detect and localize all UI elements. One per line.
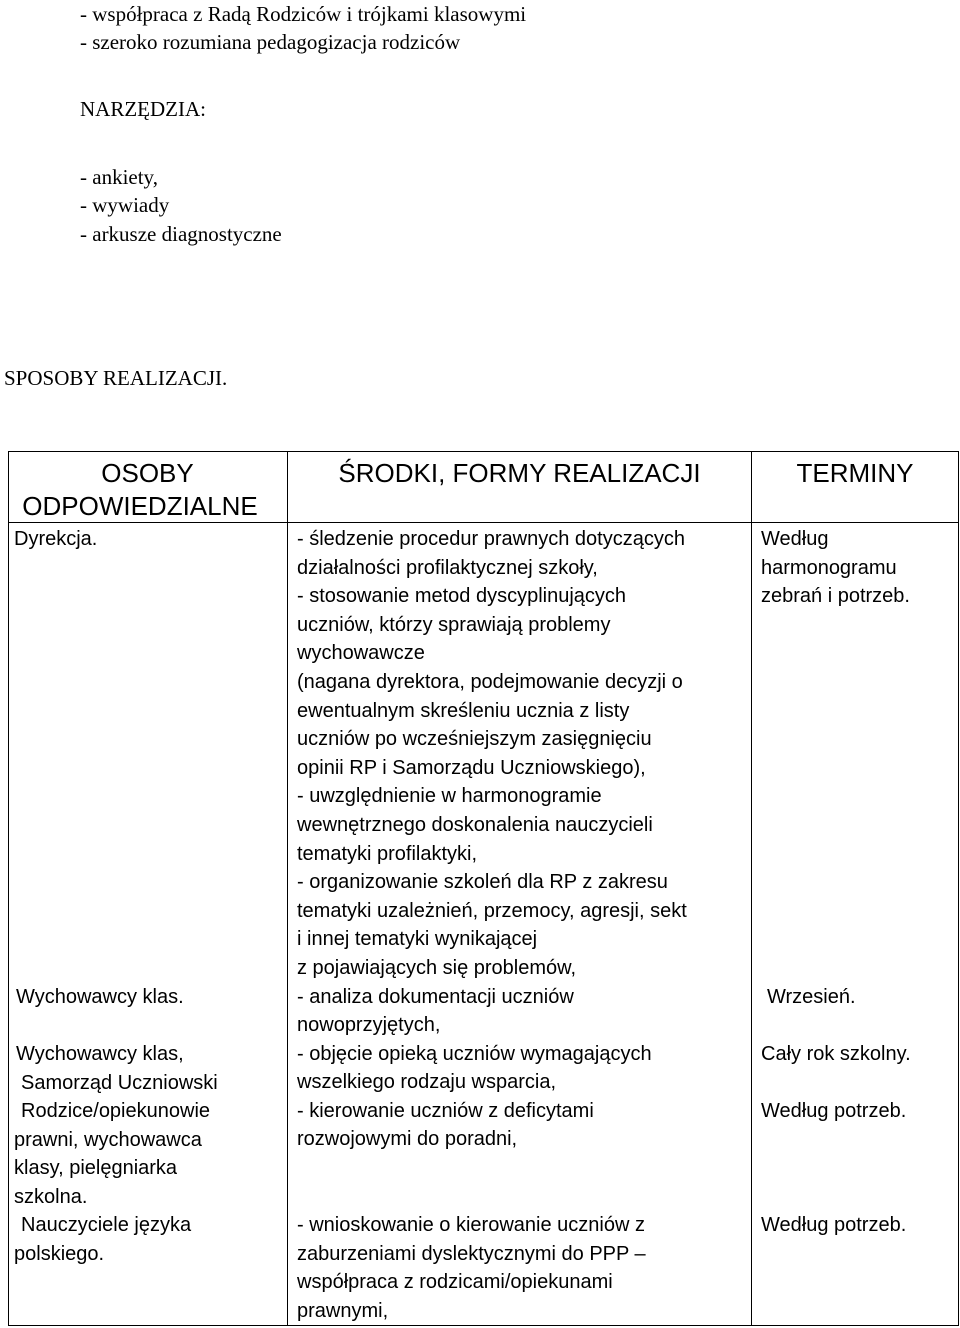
term-cell: zebrań i potrzeb. bbox=[761, 585, 910, 607]
term-cell: Według potrzeb. bbox=[761, 1214, 907, 1236]
means-line: - kierowanie uczniów z deficytami bbox=[297, 1099, 594, 1122]
person-cell: Dyrekcja. bbox=[14, 528, 98, 550]
term-cell: Według bbox=[761, 528, 829, 550]
tools-item: - wywiady bbox=[80, 193, 170, 217]
means-line: - śledzenie procedur prawnych dotyczących bbox=[297, 528, 685, 550]
table-border-left bbox=[8, 451, 9, 1326]
table-divider-2 bbox=[751, 451, 752, 1326]
term-cell: Wrzesień. bbox=[767, 986, 856, 1008]
means-line: współpraca z rodzicami/opiekunami bbox=[297, 1271, 613, 1294]
means-line: - uwzględnienie w harmonogramie bbox=[297, 785, 602, 808]
means-line: z pojawiających się problemów, bbox=[297, 956, 577, 979]
means-line: tematyki profilaktyki, bbox=[297, 842, 478, 865]
term-cell: Według potrzeb. bbox=[761, 1100, 907, 1122]
means-line: uczniów, którzy sprawiają problemy bbox=[297, 613, 611, 636]
means-line: - objęcie opieką uczniów wymagających bbox=[297, 1042, 652, 1065]
tools-item: - ankiety, bbox=[80, 165, 158, 189]
means-line: nowoprzyjętych, bbox=[297, 1014, 441, 1037]
means-line: - analiza dokumentacji uczniów bbox=[297, 985, 574, 1008]
person-cell: szkolna. bbox=[14, 1186, 88, 1208]
term-cell: harmonogramu bbox=[761, 557, 897, 579]
means-line: rozwojowymi do poradni, bbox=[297, 1128, 518, 1151]
means-line: uczniów po wcześniejszym zasięgnięciu bbox=[297, 728, 652, 751]
tools-item: - arkusze diagnostyczne bbox=[80, 222, 282, 246]
person-cell: Wychowawcy klas, bbox=[16, 1043, 184, 1065]
table-border-right bbox=[958, 451, 959, 1326]
intro-line-1: - współpraca z Radą Rodziców i trójkami klasowymi bbox=[80, 2, 527, 26]
header-persons-line1: OSOBY bbox=[101, 458, 194, 488]
means-line: wychowawcze bbox=[297, 642, 425, 665]
means-line: wewnętrznego doskonalenia nauczycieli bbox=[297, 813, 653, 836]
person-cell: klasy, pielęgniarka bbox=[14, 1157, 178, 1179]
means-line: - wnioskowanie o kierowanie uczniów z bbox=[297, 1214, 645, 1236]
means-line: ewentualnym skreśleniu ucznia z listy bbox=[297, 699, 630, 722]
means-line: (nagana dyrektora, podejmowanie decyzji o bbox=[297, 670, 683, 693]
means-line: prawnymi, bbox=[297, 1299, 389, 1322]
person-cell: Nauczyciele języka bbox=[21, 1214, 192, 1236]
intro-line-2: - szeroko rozumiana pedagogizacja rodziców bbox=[80, 30, 461, 54]
table-border-top bbox=[8, 451, 959, 452]
person-cell: Wychowawcy klas. bbox=[16, 986, 184, 1008]
means-block-last bbox=[297, 1211, 646, 1325]
means-line: działalności profilaktycznej szkoły, bbox=[297, 556, 598, 579]
term-cell: Cały rok szkolny. bbox=[761, 1043, 911, 1065]
means-line: opinii RP i Samorządu Uczniowskiego), bbox=[297, 756, 646, 779]
header-terms: TERMINY bbox=[796, 458, 914, 488]
means-block bbox=[297, 525, 687, 1154]
person-cell: Samorząd Uczniowski bbox=[21, 1072, 218, 1094]
means-line: - organizowanie szkoleń dla RP z zakresu bbox=[297, 871, 668, 894]
person-cell: polskiego. bbox=[14, 1243, 105, 1265]
table-divider-1 bbox=[287, 451, 288, 1326]
means-line: - stosowanie metod dyscyplinujących bbox=[297, 585, 627, 608]
means-line: tematyki uzależnień, przemocy, agresji, sekt bbox=[297, 899, 687, 922]
means-line: zaburzeniami dyslektycznymi do PPP – bbox=[297, 1242, 646, 1265]
means-line: i innej tematyki wynikającej bbox=[297, 928, 538, 951]
section-heading: SPOSOBY REALIZACJI. bbox=[4, 366, 228, 390]
person-cell: Rodzice/opiekunowie bbox=[21, 1100, 211, 1122]
means-line: wszelkiego rodzaju wsparcia, bbox=[297, 1071, 557, 1094]
header-means: ŚRODKI, FORMY REALIZACJI bbox=[338, 458, 701, 488]
person-cell: prawni, wychowawca bbox=[14, 1129, 202, 1151]
header-persons-line2: ODPOWIEDZIALNE bbox=[22, 491, 258, 521]
tools-heading: NARZĘDZIA: bbox=[80, 97, 206, 121]
